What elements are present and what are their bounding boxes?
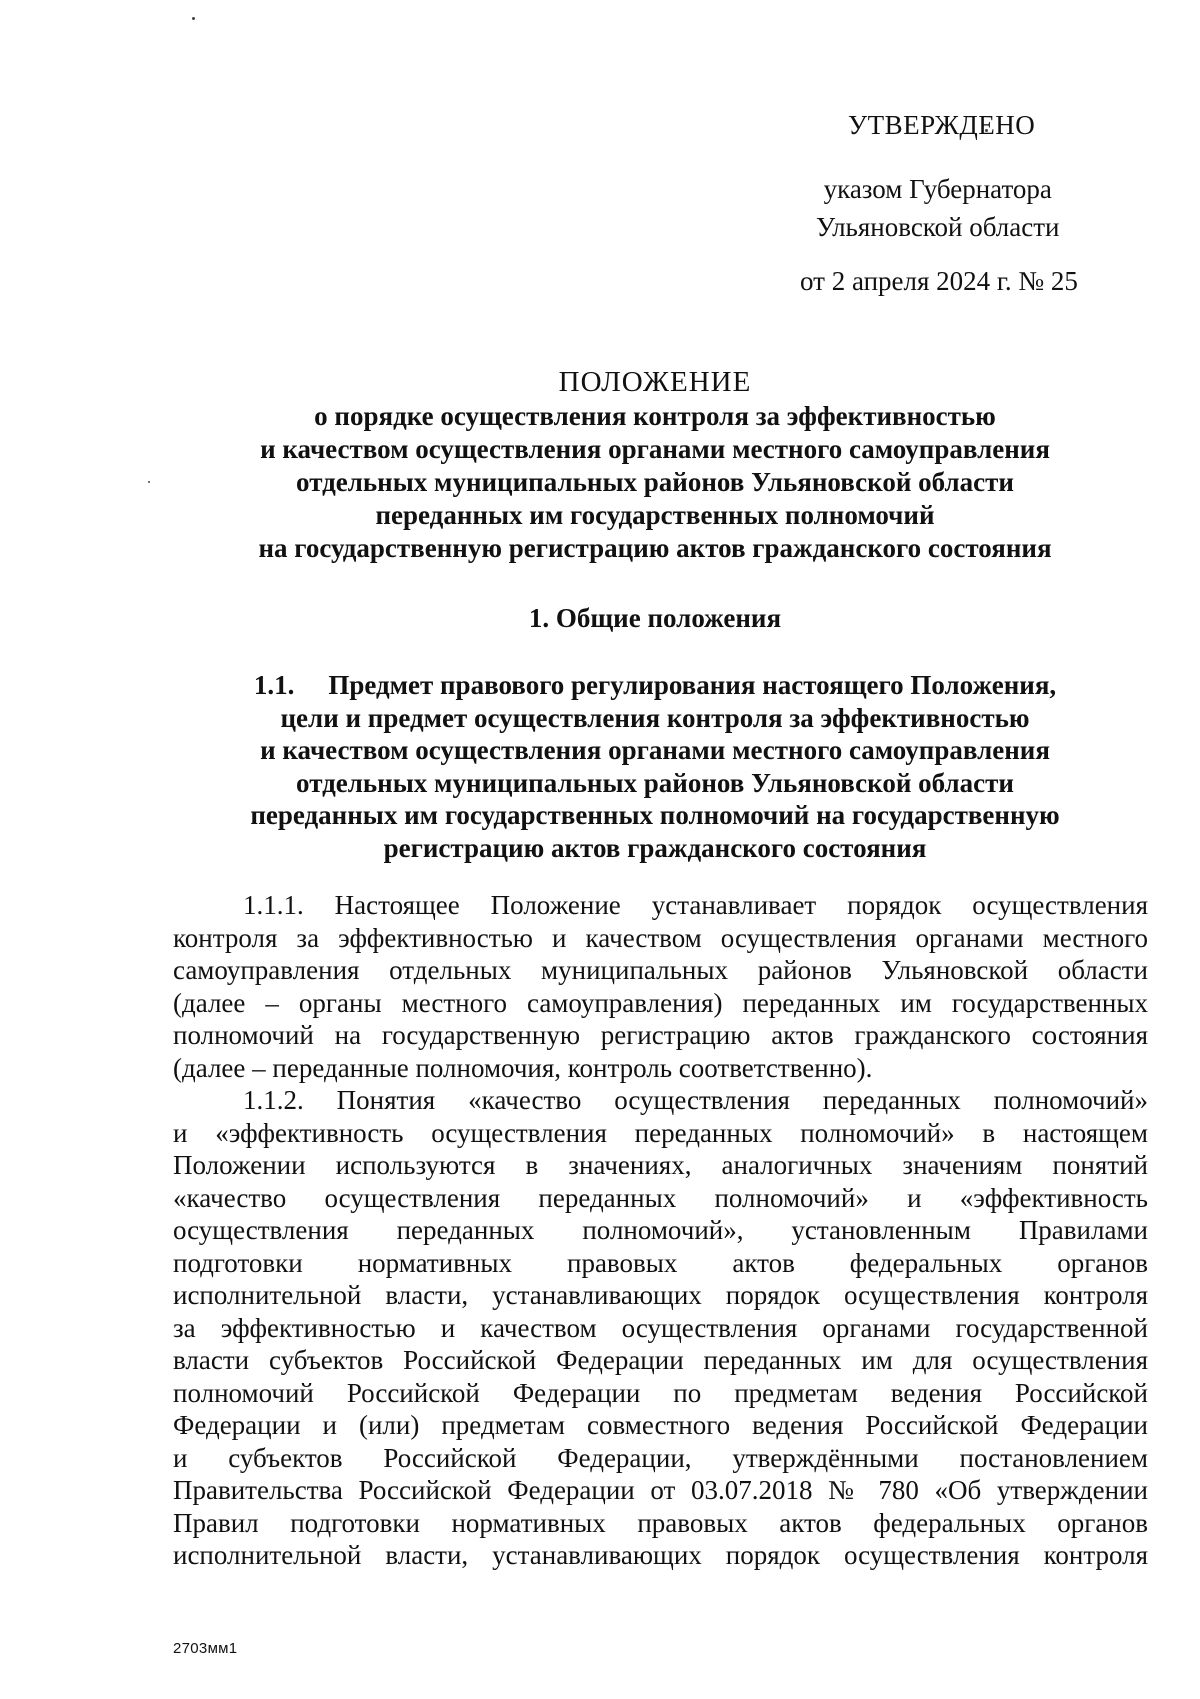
text-line: исполнительной власти, устанавливающих порядок осуществления контроля: [173, 1280, 1148, 1310]
text-line: самоуправления отдельных муниципальных районов Ульяновской области: [173, 955, 1148, 985]
text-line: за эффективностью и качеством осуществления органами государственной: [173, 1312, 1148, 1343]
paragraph-1-1-1: [173, 889, 1148, 1084]
text-line: полномочий Российской Федерации по предметам ведения Российской: [173, 1377, 1148, 1408]
title-line: о порядке осуществления контроля за эффективностью: [314, 401, 996, 431]
scan-speck: [148, 481, 150, 483]
scan-speck: [192, 17, 195, 20]
subsection-line: и качеством осуществления органами местного самоуправления: [260, 735, 1050, 765]
title-line: отдельных муниципальных районов Ульяновской области: [296, 467, 1014, 497]
text-line: Положении используются в значениях, аналогичных значениям понятий: [173, 1150, 1148, 1180]
subsection-line: отдельных муниципальных районов Ульяновской области: [296, 767, 1014, 798]
issuer-line: Ульяновской области: [816, 212, 1060, 242]
text-line: и «эффективность осуществления переданных полномочий» в настоящем: [173, 1117, 1148, 1148]
text-line: осуществления переданных полномочий», установленным Правилами: [173, 1215, 1148, 1245]
text-line: власти субъектов Российской Федерации переданных им для осуществления: [173, 1345, 1148, 1375]
paragraph-1-1-2: [173, 1084, 1148, 1572]
title-line: и качеством осуществления органами местного самоуправления: [260, 434, 1050, 464]
approval-status: УТВЕРЖДЕНО: [848, 110, 1036, 140]
subsection-heading: [160, 669, 1150, 864]
text-line: и субъектов Российской Федерации, утверждёнными постановлением: [173, 1442, 1148, 1473]
subsection-line: переданных им государственных полномочий на государственную: [250, 800, 1060, 830]
text-line: контроля за эффективностью и качеством осуществления органами местного: [173, 922, 1148, 953]
text-line: 1.1.1. Настоящее Положение устанавливает порядок осуществления: [243, 890, 1148, 920]
document-code: 2703мм1: [173, 1640, 238, 1657]
section-heading: 1. Общие положения: [528, 603, 782, 633]
document-type: ПОЛОЖЕНИЕ: [558, 366, 752, 398]
text-line: исполнительной власти, устанавливающих порядок осуществления контроля: [173, 1540, 1148, 1570]
text-line: «качество осуществления переданных полномочий» и «эффективность: [173, 1182, 1148, 1213]
text-line: (далее – органы местного самоуправления) переданных им государственных: [173, 987, 1148, 1018]
subsection-number: 1.1.: [253, 670, 295, 700]
body-text: [173, 889, 1148, 1572]
text-line: (далее – переданные полномочия, контроль соответственно).: [173, 1052, 873, 1083]
approval-issuer: [816, 170, 1060, 246]
text-line: Правил подготовки нормативных правовых актов федеральных органов: [173, 1507, 1148, 1538]
subsection-line: регистрацию актов гражданского состояния: [383, 832, 927, 863]
document-title-block: [160, 366, 1150, 565]
title-line: на государственную регистрацию актов гражданского состояния: [258, 533, 1052, 563]
title-line: переданных им государственных полномочий: [375, 500, 935, 530]
text-line: 1.1.2. Понятия «качество осуществления переданных полномочий»: [243, 1085, 1148, 1115]
subsection-text: Предмет правового регулирования настоящего Положения,: [328, 670, 1057, 700]
text-line: Федерации и (или) предметам совместного ведения Российской Федерации: [173, 1410, 1148, 1440]
subsection-line: цели и предмет осуществления контроля за эффективностью: [280, 702, 1030, 733]
subsection-line: [160, 669, 1150, 702]
approval-date: от 2 апреля 2024 г. № 25: [800, 266, 1078, 296]
text-line: Правительства Российской Федерации от 03.07.2018 № 780 «Об утверждении: [173, 1475, 1148, 1505]
issuer-line: указом Губернатора: [823, 174, 1052, 204]
text-line: подготовки нормативных правовых актов федеральных органов: [173, 1247, 1148, 1278]
text-line: полномочий на государственную регистрацию актов гражданского состояния: [173, 1020, 1148, 1050]
